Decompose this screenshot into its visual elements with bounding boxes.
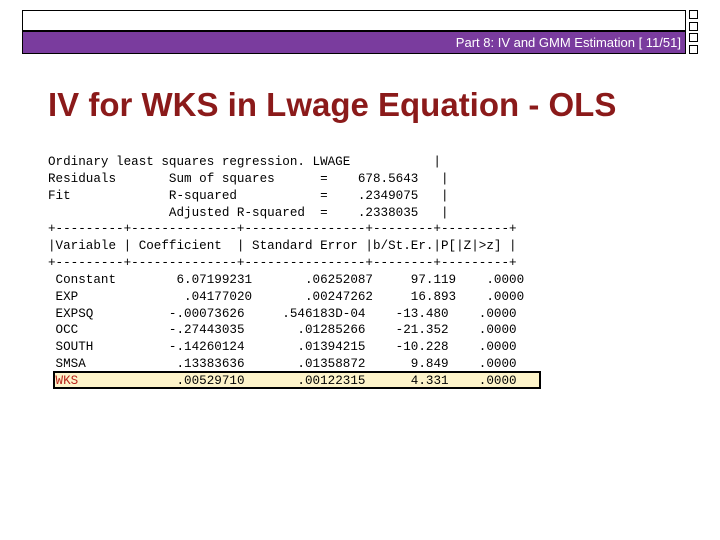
row-variable: SOUTH xyxy=(48,340,117,355)
row-values: .00529710 .00122315 4.331 .0000 xyxy=(116,373,517,388)
slide-label: Part 8: IV and GMM Estimation [ 11/51] xyxy=(455,35,681,50)
corner-square xyxy=(689,45,698,54)
corner-square xyxy=(689,10,698,19)
slide-title: IV for WKS in Lwage Equation - OLS xyxy=(48,86,617,123)
row-variable-wks: WKS xyxy=(48,373,117,388)
row-variable: EXPSQ xyxy=(48,306,117,321)
row-values: 6.07199231 .06252087 97.119 .0000 xyxy=(116,272,525,287)
header-band xyxy=(22,31,686,54)
table-separator: +---------+--------------+----------------+--------+---------+ xyxy=(48,256,517,271)
summary-line: Residuals Sum of squares = 678.5643 | xyxy=(48,171,449,186)
corner-square xyxy=(689,22,698,31)
table-row-wks xyxy=(48,373,524,390)
top-band xyxy=(22,10,686,31)
row-variable: EXP xyxy=(48,289,117,304)
row-values: -.27443035 .01285266 -21.352 .0000 xyxy=(116,323,517,338)
table-row xyxy=(48,322,524,339)
table-row xyxy=(48,339,524,356)
summary-line: Ordinary least squares regression. LWAGE | xyxy=(48,155,441,169)
row-values: .04177020 .00247262 16.893 .0000 xyxy=(116,289,525,304)
table-row xyxy=(48,356,524,373)
summary-line: Fit R-squared = .2349075 | xyxy=(48,188,449,203)
table-row xyxy=(48,289,524,306)
row-variable: OCC xyxy=(48,323,117,338)
row-values: -.14260124 .01394215 -10.228 .0000 xyxy=(116,340,517,355)
table-column-header: |Variable | Coefficient | Standard Error |b/St.Er.|P[|Z|>z] | xyxy=(48,239,517,254)
row-variable: Constant xyxy=(48,272,117,287)
row-values: -.00073626 .546183D-04 -13.480 .0000 xyxy=(116,306,517,321)
regression-output xyxy=(48,154,524,390)
summary-line: Adjusted R-squared = .2338035 | xyxy=(48,205,449,220)
table-separator: +---------+--------------+----------------+--------+---------+ xyxy=(48,222,517,237)
table-row xyxy=(48,272,524,289)
corner-square xyxy=(689,33,698,42)
table-row xyxy=(48,306,524,323)
row-values: .13383636 .01358872 9.849 .0000 xyxy=(116,357,517,372)
row-variable: SMSA xyxy=(48,357,117,372)
